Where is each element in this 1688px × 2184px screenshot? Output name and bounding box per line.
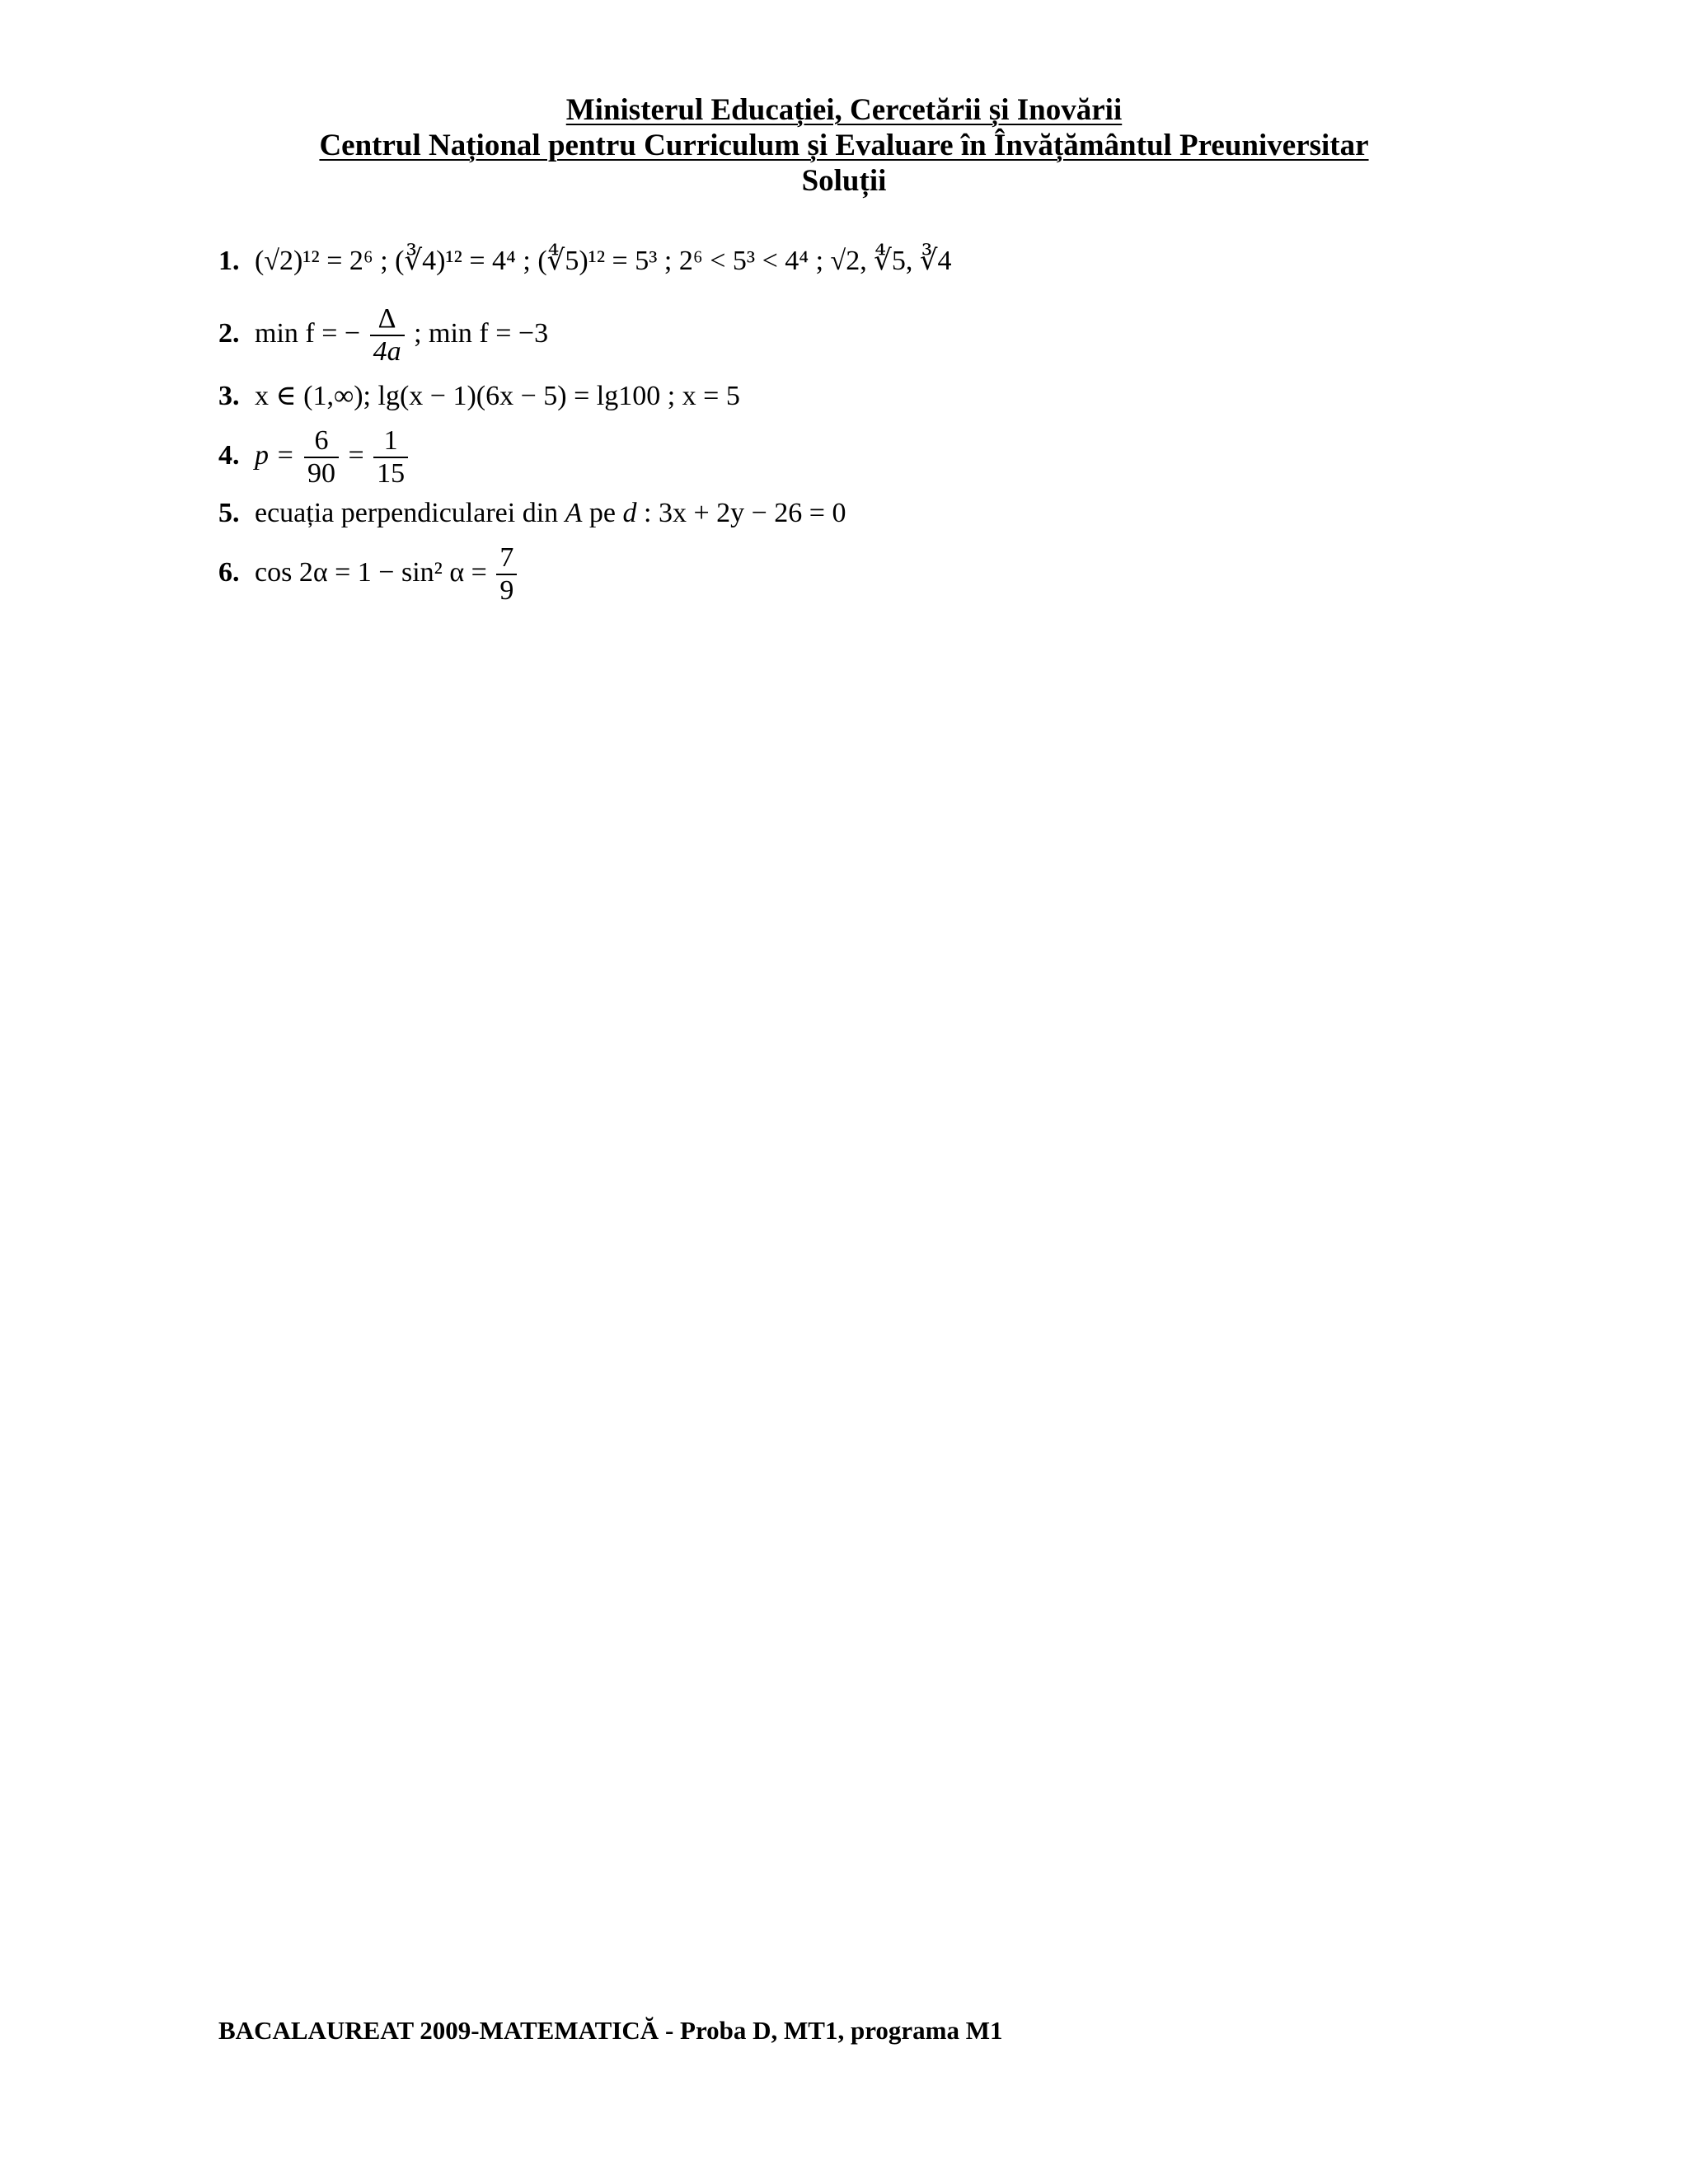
- fraction: [496, 542, 517, 607]
- fraction: [304, 425, 339, 490]
- fraction-denominator: 9: [496, 574, 517, 607]
- variable-a: A: [565, 498, 583, 528]
- solution-text: pe: [588, 498, 617, 528]
- variable-d: d: [622, 498, 637, 528]
- solution-expression: (√2)¹² = 2⁶ ; (∛4)¹² = 4⁴ ; (∜5)¹² = 5³ ; 2⁶ < 5³ < 4⁴ ; √2, ∜5, ∛4: [255, 246, 952, 276]
- solution-3: [218, 379, 740, 412]
- fraction: [373, 425, 408, 490]
- solution-expression: : 3x + 2y − 26 = 0: [644, 498, 846, 528]
- fraction-numerator: Δ: [377, 303, 396, 334]
- ministry-title: Ministerul Educației, Cercetării și Inovării: [565, 93, 1123, 127]
- solution-1: [218, 244, 952, 277]
- solution-4: [218, 425, 410, 490]
- solutions-title: Soluții: [801, 164, 887, 198]
- solution-number: 2.: [218, 317, 240, 349]
- fraction-denominator: 15: [373, 457, 408, 490]
- solution-number: 6.: [218, 556, 240, 588]
- fraction-numerator: 6: [314, 425, 329, 456]
- document-header: [0, 92, 1688, 199]
- center-title: Centrul Național pentru Curriculum și Evaluare în Învățământul Preuniversitar: [319, 129, 1369, 162]
- solution-expression-part: cos 2α = 1 − sin² α =: [255, 556, 487, 588]
- fraction-denominator: 90: [304, 457, 339, 490]
- solution-number: 5.: [218, 498, 240, 528]
- document-footer: BACALAUREAT 2009-MATEMATICĂ - Proba D, MT1, programa M1: [218, 2016, 1003, 2045]
- fraction: [370, 303, 405, 368]
- equals-sign: =: [348, 439, 364, 471]
- fraction-numerator: 7: [499, 542, 514, 573]
- solution-expression-part: ; min f = −3: [414, 317, 549, 349]
- solution-2: [218, 303, 548, 368]
- fraction-numerator: 1: [383, 425, 398, 456]
- fraction-denominator: 4a: [370, 335, 405, 368]
- solution-text: ecuația perpendicularei din: [255, 498, 559, 528]
- solution-number: 1.: [218, 246, 240, 276]
- solution-5: [218, 498, 846, 529]
- solution-number: 3.: [218, 381, 240, 411]
- solution-expression-part: p =: [255, 439, 295, 471]
- solution-6: [218, 542, 519, 607]
- solution-number: 4.: [218, 439, 240, 471]
- solution-expression: x ∈ (1,∞); lg(x − 1)(6x − 5) = lg100 ; x = 5: [255, 381, 740, 411]
- solution-expression-part: min f = −: [255, 317, 361, 349]
